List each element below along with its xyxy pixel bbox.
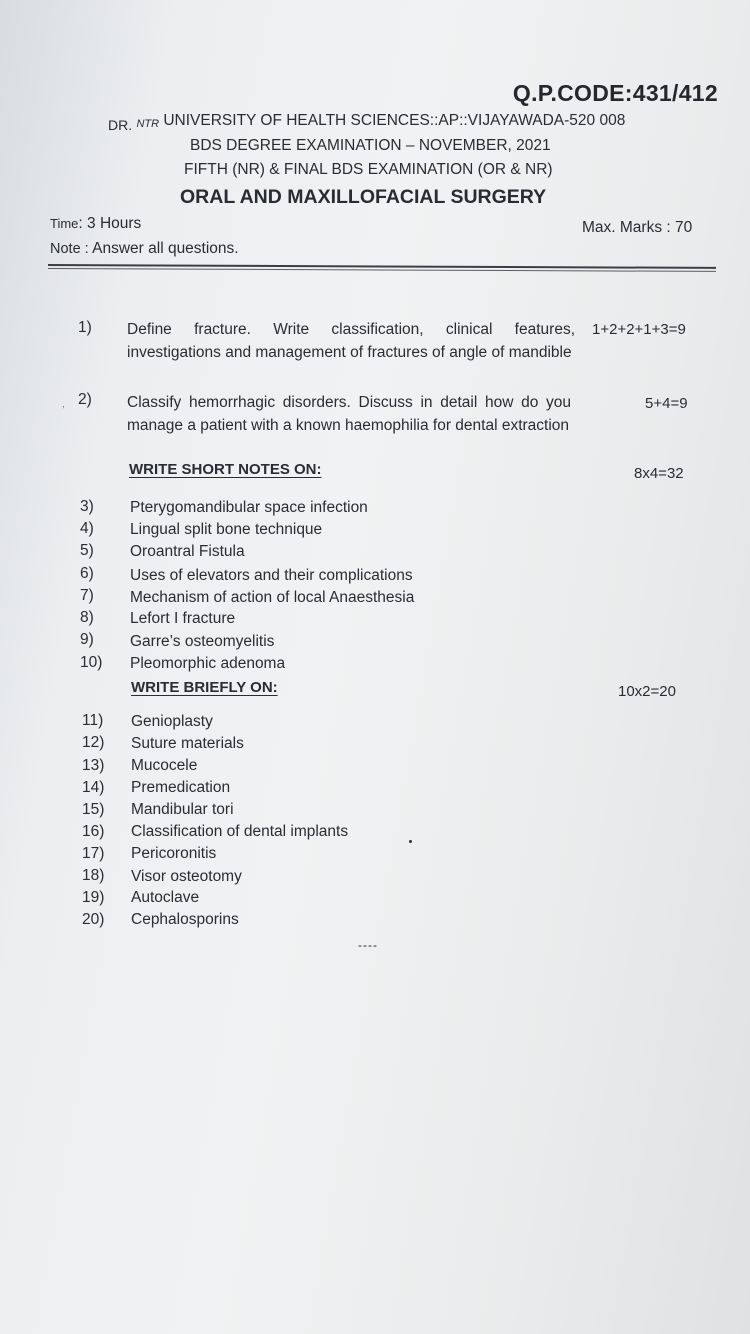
question-number: 18) [82,867,105,884]
question-number: 20) [82,911,105,928]
question-number: 10) [80,654,103,671]
question-number: 4) [80,520,94,537]
question-text: Cephalosporins [131,911,239,928]
question-text: Mucocele [131,757,198,774]
university-rest: UNIVERSITY OF HEALTH SCIENCES::AP::VIJAYAWADA-520 008 [163,112,626,129]
question-number: 1) [78,319,92,336]
question-number: 8) [80,609,94,626]
question-number: 17) [82,845,105,862]
note-label: Note : [50,241,89,257]
question-text: Autoclave [131,889,200,906]
exam-title: BDS DEGREE EXAMINATION – NOVEMBER, 2021 [190,137,551,154]
question-text: Classification of dental implants [131,823,349,840]
pencil-mark: , [62,399,65,410]
question-text: Mandibular tori [131,801,234,818]
university-name [108,112,626,133]
question-number: 9) [80,631,94,648]
question-text: Genioplasty [131,713,213,730]
time-label: Time [50,216,79,231]
question-marks: 1+2+2+1+3=9 [592,321,686,338]
question-text: Define fracture. Write classification, clinical features, investigations and management of fractures of angle of mandible [127,321,575,361]
question-number: 11) [82,712,104,729]
question-text: Pterygomandibular space infection [130,499,368,516]
question-number: 15) [82,801,105,818]
question-number: 6) [80,565,94,582]
question-text: Classify hemorrhagic disorders. Discuss in detail how do you manage a patient with a known haemophilia for dental extraction [127,394,571,434]
question-text: Lingual split bone technique [130,521,323,538]
header-divider-thin [48,268,716,272]
university-ntr: NTR [136,118,160,130]
question-number: 14) [82,779,105,796]
university-prefix: DR. [108,117,133,133]
question-number: 7) [80,587,94,604]
question-number: 3) [80,498,94,515]
note-text: Answer all questions. [92,240,239,257]
question-text: Pericoronitis [131,845,217,862]
question-text: Pleomorphic adenoma [130,655,286,672]
note [50,240,239,258]
question-text: Garre’s osteomyelitis [130,633,275,650]
question-number: 5) [80,542,94,559]
short-notes-marks: 8x4=32 [634,465,684,482]
question-number: 16) [82,823,105,840]
question-number: 2) [78,391,92,408]
question-text: Visor osteotomy [131,868,242,885]
ink-dot [409,840,412,843]
time-allowed [50,215,141,233]
question-text: Premedication [131,779,231,796]
briefly-marks: 10x2=20 [618,683,676,700]
briefly-heading: WRITE BRIEFLY ON: [131,679,278,696]
short-notes-heading: WRITE SHORT NOTES ON: [129,461,322,478]
question-text: Mechanism of action of local Anaesthesia [130,589,415,606]
question-marks: 5+4=9 [645,395,688,412]
question-text: Oroantral Fistula [130,543,245,560]
question-text: Lefort I fracture [130,610,236,627]
question-text: Suture materials [131,735,244,752]
end-of-paper-mark: ---- [358,938,378,952]
question-number: 13) [82,757,105,774]
question-text: Uses of elevators and their complications [130,567,413,584]
question-number: 19) [82,889,105,906]
exam-subtitle: FIFTH (NR) & FINAL BDS EXAMINATION (OR & NR) [184,161,553,178]
time-value: : 3 Hours [78,215,142,232]
qp-code: Q.P.CODE:431/412 [512,80,718,106]
question-number: 12) [82,734,105,751]
subject-title: ORAL AND MAXILLOFACIAL SURGERY [180,186,547,208]
max-marks: Max. Marks : 70 [582,219,693,236]
